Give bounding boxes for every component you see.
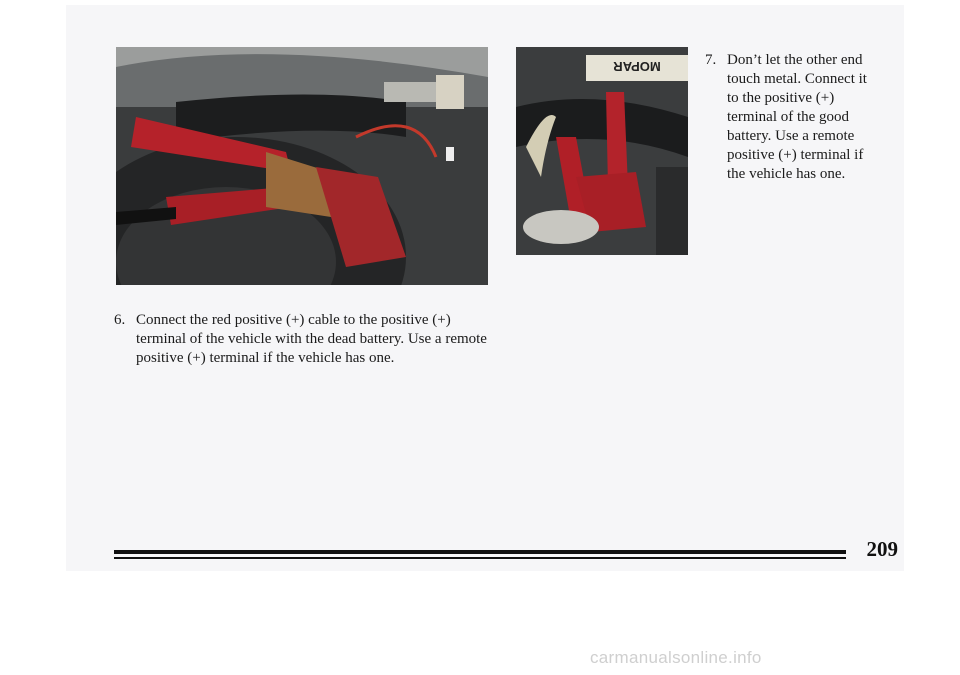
step-number: 7. xyxy=(705,52,717,68)
manual-page xyxy=(66,5,904,571)
watermark-text: carmanualsonline.info xyxy=(590,648,762,667)
instruction-step-7 xyxy=(705,51,875,184)
footer-rule-thick xyxy=(114,550,846,554)
step-text: Connect the red positive (+) cable to the positive (+) terminal of the vehicle with the dead battery. Use a remote positive (+) terminal if the vehicle has one. xyxy=(136,312,487,366)
step-number: 6. xyxy=(114,312,126,328)
photo-red-clamp-on-remote-terminal xyxy=(116,47,488,285)
page-number: 209 xyxy=(866,537,898,561)
footer-rule-thin xyxy=(114,557,846,559)
step-text: Don’t let the other end touch metal. Connect it to the positive (+) terminal of the good battery. Use a remote positive (+) terminal if the vehicle has one. xyxy=(727,52,867,182)
instruction-step-6 xyxy=(114,311,494,368)
battery-brand-label: MOPAR xyxy=(613,59,661,74)
photo-red-clamp-on-good-battery xyxy=(516,47,688,255)
